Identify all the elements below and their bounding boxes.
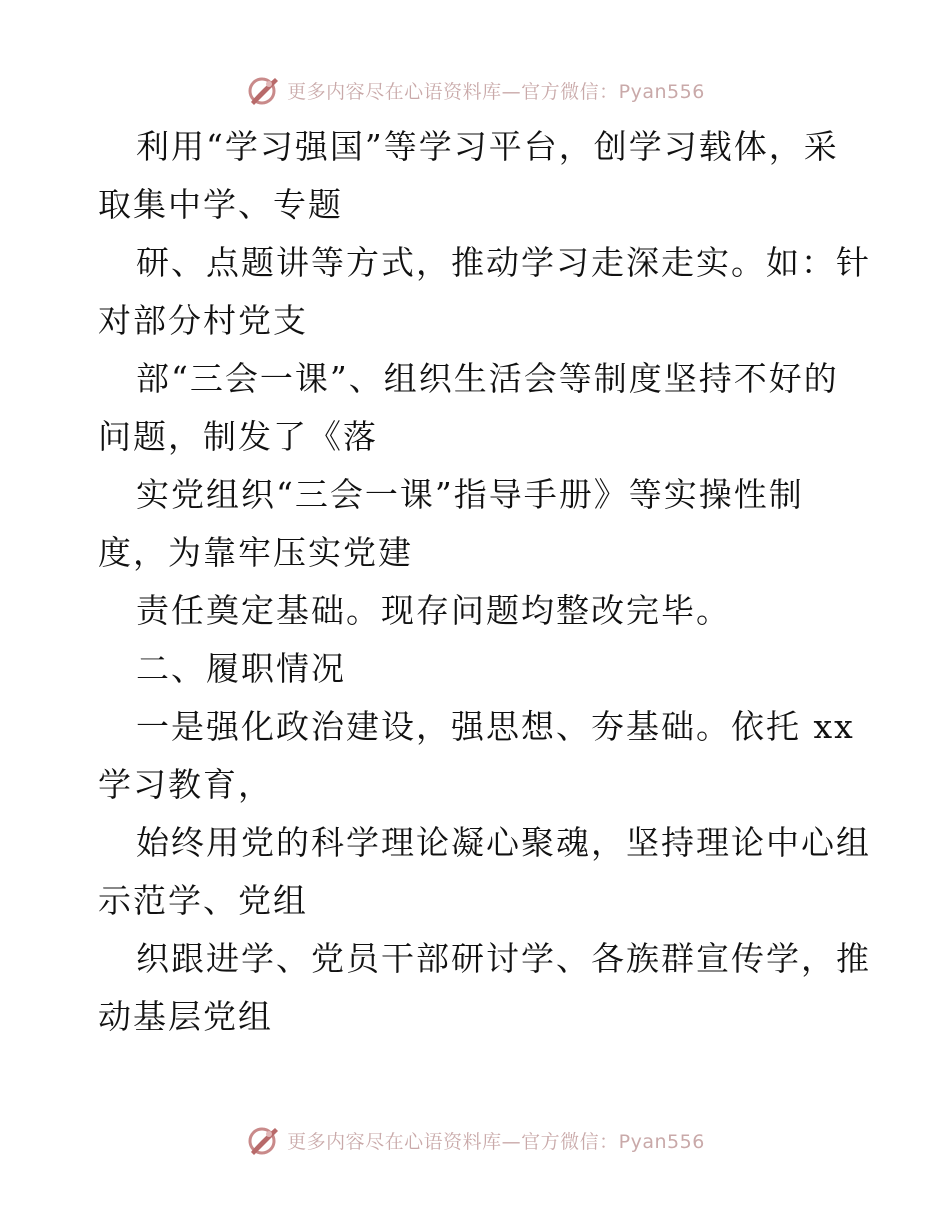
document-body [98, 118, 871, 1046]
paragraph-line: 责任奠定基础。现存问题均整改完毕。 [136, 591, 731, 630]
paragraph-line: 二、履职情况 [136, 649, 346, 688]
brush-logo-icon [245, 72, 281, 108]
paragraph-line: 研、点题讲等方式，推动学习走深走实。如：针 [136, 243, 871, 282]
paragraph-line: 示范学、党组 [98, 881, 308, 920]
paragraph-line: 学习教育， [98, 765, 273, 804]
paragraph-line: 问题，制发了《落 [98, 417, 378, 456]
paragraph-line: 动基层党组 [98, 997, 273, 1036]
paragraph-line: 度，为靠牢压实党建 [98, 533, 413, 572]
watermark-text: 更多内容尽在心语资料库—官方微信：Pyan556 [287, 1130, 705, 1153]
watermark-banner-top [0, 70, 950, 110]
paragraph-line: 织跟进学、党员干部研讨学、各族群宣传学，推 [136, 939, 871, 978]
paragraph-line: 利用“学习强国”等学习平台，创学习载体，采 [136, 127, 839, 166]
watermark-text: 更多内容尽在心语资料库—官方微信：Pyan556 [287, 80, 705, 103]
paragraph-line: 取集中学、专题 [98, 185, 343, 224]
paragraph-line: 实党组织“三会一课”指导手册》等实操性制 [136, 475, 804, 514]
paragraph-line: 部“三会一课”、组织生活会等制度坚持不好的 [136, 359, 839, 398]
watermark-banner-bottom [0, 1120, 950, 1160]
paragraph-line: 对部分村党支 [98, 301, 308, 340]
paragraph-line: 一是强化政治建设，强思想、夯基础。依托 xx [136, 707, 855, 746]
paragraph-line: 始终用党的科学理论凝心聚魂，坚持理论中心组 [136, 823, 871, 862]
brush-logo-icon [245, 1122, 281, 1158]
